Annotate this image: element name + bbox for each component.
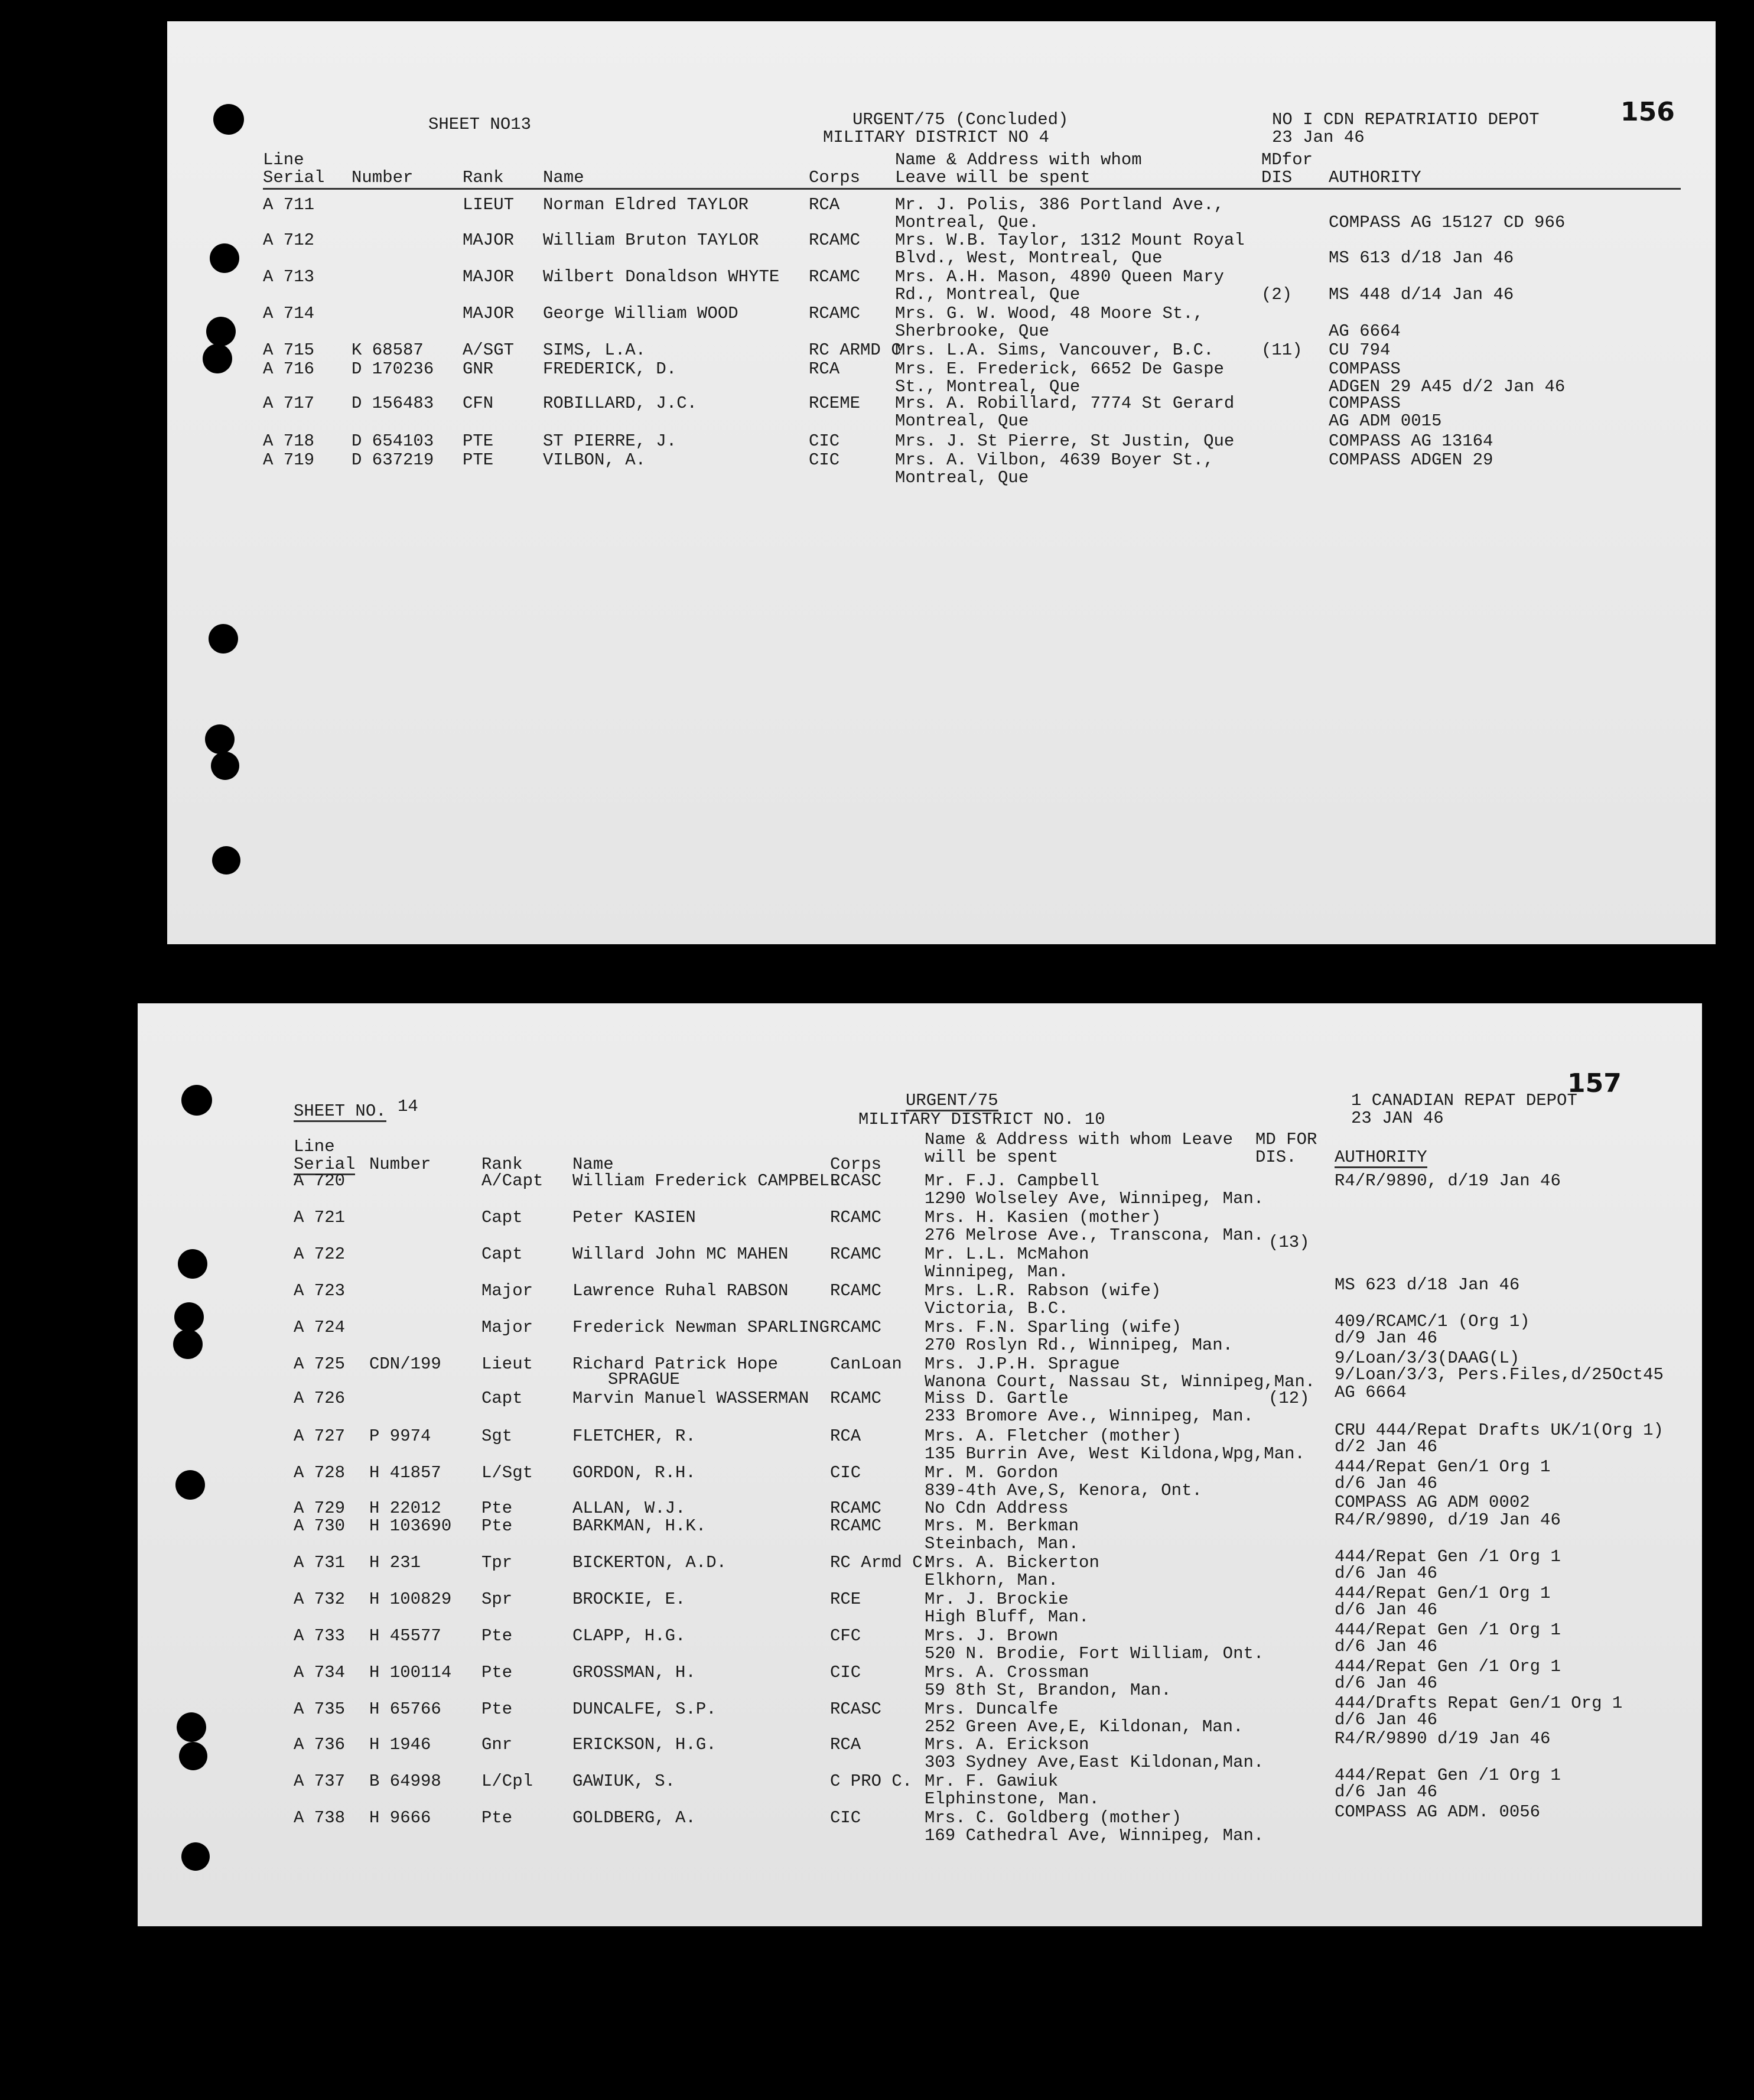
corps-cell: RCAMC: [809, 267, 861, 287]
serial-cell: A 712: [263, 230, 315, 250]
authority-line-1: MS 613 d/18 Jan 46: [1329, 248, 1514, 268]
number-cell: H 231: [369, 1553, 421, 1572]
serial-cell: A 728: [294, 1463, 346, 1483]
number-cell: H 41857: [369, 1463, 441, 1483]
address-line-1: Mr. J. Brockie: [925, 1589, 1069, 1609]
punch-hole: [211, 752, 239, 780]
address-line-2: Rd., Montreal, Que: [895, 285, 1081, 304]
rank-cell: CFN: [463, 394, 494, 413]
authority-line-1: 9/Loan/3/3(DAAG(L): [1335, 1348, 1520, 1368]
punch-hole: [178, 1249, 207, 1279]
rank-cell: Pte: [481, 1699, 513, 1719]
authority-line-1: 444/Drafts Repat Gen/1 Org 1: [1335, 1693, 1623, 1713]
corps-cell: RCA: [830, 1735, 861, 1754]
address-line-2: Montreal, Que: [895, 411, 1029, 431]
authority-line-1: AG 6664: [1329, 321, 1401, 341]
address-line-1: Mrs. A. Erickson: [925, 1735, 1089, 1754]
name-cell: DUNCALFE, S.P.: [572, 1699, 717, 1719]
header-corps: Corps: [830, 1155, 882, 1174]
depot-name: NO I CDN REPATRIATIO DEPOT: [1272, 110, 1540, 129]
serial-cell: A 721: [294, 1208, 346, 1227]
corps-cell: CIC: [809, 450, 840, 470]
number-cell: H 45577: [369, 1626, 441, 1646]
rank-cell: Spr: [481, 1589, 513, 1609]
address-line-2: 270 Roslyn Rd., Winnipeg, Man.: [925, 1335, 1234, 1355]
corps-cell: RCAMC: [830, 1318, 882, 1337]
corps-cell: RCASC: [830, 1699, 882, 1719]
number-cell: D 637219: [352, 450, 434, 470]
rank-cell: Capt: [481, 1244, 523, 1264]
authority-line-1: 444/Repat Gen /1 Org 1: [1335, 1547, 1561, 1566]
serial-cell: A 729: [294, 1498, 346, 1518]
header-number: Number: [352, 168, 414, 187]
address-line-2: 135 Burrin Ave, West Kildona,Wpg,Man.: [925, 1444, 1305, 1464]
sheet-156: [167, 21, 1716, 944]
authority-line-1: COMPASS: [1329, 359, 1401, 379]
rank-cell: Lieut: [481, 1354, 533, 1374]
authority-line-2: d/6 Jan 46: [1335, 1637, 1438, 1656]
rank-cell: Pte: [481, 1626, 513, 1646]
header-md-2: DIS: [1261, 168, 1293, 187]
serial-cell: A 717: [263, 394, 315, 413]
authority-line-2: d/2 Jan 46: [1335, 1437, 1438, 1457]
serial-cell: A 711: [263, 195, 315, 214]
page-number: 156: [1620, 97, 1675, 127]
serial-cell: A 735: [294, 1699, 346, 1719]
corps-cell: RCAMC: [809, 230, 861, 250]
corps-cell: RCA: [809, 359, 840, 379]
header-name: Name: [543, 168, 584, 187]
sheet-label: SHEET NO13: [428, 115, 532, 134]
name-cell: BARKMAN, H.K.: [572, 1516, 707, 1536]
serial-cell: A 730: [294, 1516, 346, 1536]
header-line: Line: [263, 150, 304, 170]
punch-hole: [181, 1085, 212, 1116]
punch-hole: [206, 317, 236, 346]
number-cell: H 65766: [369, 1699, 441, 1719]
name-cell: SIMS, L.A.: [543, 340, 646, 360]
corps-cell: RCAMC: [830, 1208, 882, 1227]
sheet-date: 23 Jan 46: [1272, 128, 1365, 147]
address-line-1: Mrs. A. Crossman: [925, 1663, 1089, 1682]
authority-line-1: R4/R/9890, d/19 Jan 46: [1335, 1510, 1561, 1530]
punch-hole: [203, 344, 232, 373]
serial-cell: A 734: [294, 1663, 346, 1682]
authority-line-2: d/6 Jan 46: [1335, 1673, 1438, 1693]
rank-cell: L/Cpl: [481, 1771, 533, 1791]
corps-cell: CIC: [809, 431, 840, 451]
punch-hole: [174, 1302, 204, 1332]
number-cell: D 156483: [352, 394, 434, 413]
address-line-2: High Bluff, Man.: [925, 1607, 1089, 1627]
name-cell: BICKERTON, A.D.: [572, 1553, 727, 1572]
address-line-2: 233 Bromore Ave., Winnipeg, Man.: [925, 1406, 1254, 1426]
rank-cell: Pte: [481, 1663, 513, 1682]
address-line-1: Mrs. A. Fletcher (mother): [925, 1426, 1182, 1446]
address-line-2: St., Montreal, Que: [895, 377, 1081, 396]
address-line-2: Steinbach, Man.: [925, 1534, 1079, 1553]
corps-cell: CanLoan: [830, 1354, 902, 1374]
header-leave-2: Leave will be spent: [895, 168, 1091, 187]
address-line-1: Mr. F.J. Campbell: [925, 1171, 1099, 1191]
name-cell: GORDON, R.H.: [572, 1463, 696, 1483]
address-line-1: Mrs. A.H. Mason, 4890 Queen Mary: [895, 267, 1224, 287]
name-cell: GAWIUK, S.: [572, 1771, 676, 1791]
serial-cell: A 718: [263, 431, 315, 451]
address-line-2: Wanona Court, Nassau St, Winnipeg,Man.: [925, 1372, 1316, 1392]
punch-hole: [181, 1842, 210, 1871]
md-cell: (2): [1261, 285, 1293, 304]
header-md-1: MDfor: [1261, 150, 1313, 170]
name-cell: Wilbert Donaldson WHYTE: [543, 267, 780, 287]
corps-cell: CFC: [830, 1626, 861, 1646]
rank-cell: GNR: [463, 359, 494, 379]
punch-hole: [213, 104, 244, 135]
address-line-2: 520 N. Brodie, Fort William, Ont.: [925, 1644, 1264, 1663]
serial-cell: A 727: [294, 1426, 346, 1446]
md-cell: (11): [1261, 340, 1303, 360]
name-cell: Frederick Newman SPARLING: [572, 1318, 830, 1337]
address-line-1: Mrs. A. Bickerton: [925, 1553, 1099, 1572]
address-line-2: 169 Cathedral Ave, Winnipeg, Man.: [925, 1826, 1264, 1845]
corps-cell: CIC: [830, 1663, 861, 1682]
authority-line-1: COMPASS AG ADM 0002: [1335, 1493, 1530, 1512]
number-cell: H 103690: [369, 1516, 452, 1536]
serial-cell: A 723: [294, 1281, 346, 1301]
number-cell: H 22012: [369, 1498, 441, 1518]
corps-cell: RCAMC: [830, 1498, 882, 1518]
authority-line-1: 444/Repat Gen/1 Org 1: [1335, 1584, 1551, 1603]
address-line-2: Montreal, Que.: [895, 213, 1039, 232]
corps-cell: RCAMC: [830, 1281, 882, 1301]
address-line-1: No Cdn Address: [925, 1498, 1069, 1518]
name-cell: William Bruton TAYLOR: [543, 230, 759, 250]
header-leave-2: will be spent: [925, 1147, 1059, 1167]
rank-cell: Sgt: [481, 1426, 513, 1446]
serial-cell: A 724: [294, 1318, 346, 1337]
serial-cell: A 725: [294, 1354, 346, 1374]
corps-cell: RCAMC: [830, 1389, 882, 1408]
serial-cell: A 736: [294, 1735, 346, 1754]
address-line-1: Mrs. Duncalfe: [925, 1699, 1059, 1719]
address-line-1: Mrs. A. Robillard, 7774 St Gerard: [895, 394, 1235, 413]
address-line-2: Winnipeg, Man.: [925, 1262, 1069, 1282]
number-cell: H 100829: [369, 1589, 452, 1609]
address-line-2: 303 Sydney Ave,East Kildonan,Man.: [925, 1753, 1264, 1772]
authority-line-1: MS 623 d/18 Jan 46: [1335, 1275, 1520, 1295]
name-cell: Willard John MC MAHEN: [572, 1244, 789, 1264]
header-md-1: MD FOR: [1255, 1130, 1317, 1149]
authority-line-1: MS 448 d/14 Jan 46: [1329, 285, 1514, 304]
address-line-2: 276 Melrose Ave., Transcona, Man.: [925, 1225, 1264, 1245]
address-line-1: Mr. J. Polis, 386 Portland Ave.,: [895, 195, 1224, 214]
name-cell: Lawrence Ruhal RABSON: [572, 1281, 789, 1301]
rank-cell: Pte: [481, 1808, 513, 1828]
corps-cell: RCA: [830, 1426, 861, 1446]
authority-line-1: 444/Repat Gen /1 Org 1: [1335, 1657, 1561, 1676]
name-cell: FREDERICK, D.: [543, 359, 677, 379]
district-title: MILITARY DISTRICT NO. 10: [858, 1110, 1105, 1129]
serial-cell: A 733: [294, 1626, 346, 1646]
rank-cell: PTE: [463, 450, 494, 470]
rank-cell: LIEUT: [463, 195, 515, 214]
serial-cell: A 726: [294, 1389, 346, 1408]
rank-cell: Gnr: [481, 1735, 513, 1754]
header-leave-1: Name & Address with whom: [895, 150, 1142, 170]
number-cell: K 68587: [352, 340, 424, 360]
corps-cell: RC ARMD C: [809, 340, 902, 360]
md-cell: (13): [1268, 1233, 1310, 1252]
authority-line-1: CRU 444/Repat Drafts UK/1(Org 1): [1335, 1420, 1664, 1440]
address-line-1: Mrs. E. Frederick, 6652 De Gaspe: [895, 359, 1224, 379]
corps-cell: RCE: [830, 1589, 861, 1609]
authority-line-2: d/6 Jan 46: [1335, 1563, 1438, 1583]
name-cell: ROBILLARD, J.C.: [543, 394, 698, 413]
depot-name: 1 CANADIAN REPAT DEPOT: [1351, 1091, 1577, 1110]
authority-line-1: 444/Repat Gen /1 Org 1: [1335, 1766, 1561, 1785]
rank-cell: MAJOR: [463, 230, 515, 250]
authority-line-1: COMPASS ADGEN 29: [1329, 450, 1493, 470]
md-cell: (12): [1268, 1389, 1310, 1408]
authority-line-2: ADGEN 29 A45 d/2 Jan 46: [1329, 377, 1566, 396]
rank-cell: Capt: [481, 1389, 523, 1408]
address-line-1: Mrs. A. Vilbon, 4639 Boyer St.,: [895, 450, 1214, 470]
header-name: Name: [572, 1155, 614, 1174]
number-cell: D 654103: [352, 431, 434, 451]
address-line-2: Victoria, B.C.: [925, 1299, 1069, 1318]
corps-cell: RCASC: [830, 1171, 882, 1191]
punch-hole: [209, 624, 238, 654]
list-title: URGENT/75 (Concluded): [852, 110, 1069, 129]
punch-hole: [179, 1742, 207, 1770]
rank-cell: MAJOR: [463, 304, 515, 323]
name-cell: CLAPP, H.G.: [572, 1626, 686, 1646]
serial-cell: A 722: [294, 1244, 346, 1264]
header-serial: Serial: [263, 168, 325, 187]
punch-hole: [173, 1329, 203, 1359]
address-line-1: Mrs. F.N. Sparling (wife): [925, 1318, 1182, 1337]
authority-line-1: 409/RCAMC/1 (Org 1): [1335, 1312, 1530, 1331]
address-line-1: Mr. L.L. McMahon: [925, 1244, 1089, 1264]
authority-line-2: AG ADM 0015: [1329, 411, 1442, 431]
rank-cell: A/Capt: [481, 1171, 544, 1191]
authority-line-1: COMPASS AG 15127 CD 966: [1329, 213, 1566, 232]
header-rule: [263, 188, 1681, 190]
number-cell: P 9974: [369, 1426, 431, 1446]
sheet-157: [138, 1003, 1702, 1926]
rank-cell: A/SGT: [463, 340, 515, 360]
address-line-1: Mr. M. Gordon: [925, 1463, 1059, 1483]
authority-line-1: CU 794: [1329, 340, 1391, 360]
header-serial: Serial: [294, 1155, 356, 1174]
address-line-2: 252 Green Ave,E, Kildonan, Man.: [925, 1717, 1244, 1737]
number-cell: B 64998: [369, 1771, 441, 1791]
rank-cell: Capt: [481, 1208, 523, 1227]
corps-cell: RCAMC: [830, 1516, 882, 1536]
authority-line-2: 9/Loan/3/3, Pers.Files,d/25Oct45: [1335, 1365, 1664, 1384]
authority-line-1: AG 6664: [1335, 1383, 1407, 1402]
serial-cell: A 714: [263, 304, 315, 323]
header-corps: Corps: [809, 168, 861, 187]
header-authority: AUTHORITY: [1335, 1147, 1427, 1167]
serial-cell: A 716: [263, 359, 315, 379]
rank-cell: PTE: [463, 431, 494, 451]
district-title: MILITARY DISTRICT NO 4: [823, 128, 1049, 147]
rank-cell: Tpr: [481, 1553, 513, 1572]
punch-hole: [177, 1712, 206, 1742]
corps-cell: CIC: [830, 1463, 861, 1483]
sheet-label: SHEET NO.: [294, 1101, 386, 1121]
corps-cell: CIC: [830, 1808, 861, 1828]
address-line-2: 59 8th St, Brandon, Man.: [925, 1680, 1171, 1700]
header-md-2: DIS.: [1255, 1147, 1297, 1167]
address-line-1: Mrs. J. Brown: [925, 1626, 1059, 1646]
name-cell: FLETCHER, R.: [572, 1426, 696, 1446]
rank-cell: Pte: [481, 1498, 513, 1518]
number-cell: CDN/199: [369, 1354, 441, 1374]
name-cell: GROSSMAN, H.: [572, 1663, 696, 1682]
address-line-2: Blvd., West, Montreal, Que: [895, 248, 1163, 268]
authority-line-1: R4/R/9890 d/19 Jan 46: [1335, 1729, 1551, 1748]
rank-cell: Pte: [481, 1516, 513, 1536]
punch-hole: [175, 1470, 205, 1500]
address-line-2: Montreal, Que: [895, 468, 1029, 487]
address-line-1: Miss D. Gartle: [925, 1389, 1069, 1408]
rank-cell: MAJOR: [463, 267, 515, 287]
sheet-date: 23 JAN 46: [1351, 1108, 1444, 1128]
name-line-2: SPRAGUE: [608, 1370, 680, 1389]
authority-line-1: COMPASS: [1329, 394, 1401, 413]
serial-cell: A 713: [263, 267, 315, 287]
name-cell: ALLAN, W.J.: [572, 1498, 686, 1518]
number-cell: H 1946: [369, 1735, 431, 1754]
address-line-1: Mrs. W.B. Taylor, 1312 Mount Royal: [895, 230, 1245, 250]
serial-cell: A 738: [294, 1808, 346, 1828]
authority-line-1: 444/Repat Gen/1 Org 1: [1335, 1457, 1551, 1477]
address-line-1: Mrs. L.R. Rabson (wife): [925, 1281, 1161, 1301]
header-rank: Rank: [463, 168, 504, 187]
authority-line-2: d/6 Jan 46: [1335, 1710, 1438, 1730]
authority-line-1: R4/R/9890, d/19 Jan 46: [1335, 1171, 1561, 1191]
name-cell: BROCKIE, E.: [572, 1589, 686, 1609]
address-line-1: Mrs. G. W. Wood, 48 Moore St.,: [895, 304, 1204, 323]
serial-cell: A 719: [263, 450, 315, 470]
corps-cell: RCAMC: [830, 1244, 882, 1264]
corps-cell: C PRO C.: [830, 1771, 913, 1791]
authority-line-2: d/6 Jan 46: [1335, 1782, 1438, 1802]
address-line-2: Elkhorn, Man.: [925, 1571, 1059, 1590]
name-cell: GOLDBERG, A.: [572, 1808, 696, 1828]
serial-cell: A 720: [294, 1171, 346, 1191]
serial-cell: A 737: [294, 1771, 346, 1791]
corps-cell: RCEME: [809, 394, 861, 413]
authority-line-2: d/6 Jan 46: [1335, 1474, 1438, 1493]
serial-cell: A 732: [294, 1589, 346, 1609]
name-cell: ST PIERRE, J.: [543, 431, 677, 451]
header-leave-1: Name & Address with whom Leave: [925, 1130, 1234, 1149]
name-cell: Richard Patrick Hope: [572, 1354, 779, 1374]
address-line-2: 1290 Wolseley Ave, Winnipeg, Man.: [925, 1189, 1264, 1208]
number-cell: H 9666: [369, 1808, 431, 1828]
address-line-1: Mrs. C. Goldberg (mother): [925, 1808, 1182, 1828]
rank-cell: Major: [481, 1281, 533, 1301]
punch-hole: [212, 846, 240, 875]
number-cell: D 170236: [352, 359, 434, 379]
corps-cell: RCA: [809, 195, 840, 214]
address-line-1: Mrs. H. Kasien (mother): [925, 1208, 1161, 1227]
name-cell: ERICKSON, H.G.: [572, 1735, 717, 1754]
punch-hole: [205, 724, 235, 754]
authority-line-1: COMPASS AG ADM. 0056: [1335, 1802, 1541, 1822]
name-cell: William Frederick CAMPBELL: [572, 1171, 840, 1191]
list-title: URGENT/75: [906, 1091, 998, 1110]
address-line-2: Sherbrooke, Que: [895, 321, 1050, 341]
name-cell: Peter KASIEN: [572, 1208, 696, 1227]
address-line-1: Mrs. M. Berkman: [925, 1516, 1079, 1536]
sheet-number: 14: [398, 1097, 418, 1116]
address-line-1: Mrs. J. St Pierre, St Justin, Que: [895, 431, 1235, 451]
address-line-1: Mrs. J.P.H. Sprague: [925, 1354, 1120, 1374]
authority-line-1: COMPASS AG 13164: [1329, 431, 1493, 451]
authority-line-1: 444/Repat Gen /1 Org 1: [1335, 1620, 1561, 1640]
name-cell: Marvin Manuel WASSERMAN: [572, 1389, 809, 1408]
punch-hole: [210, 243, 239, 273]
name-cell: George William WOOD: [543, 304, 738, 323]
address-line-1: Mr. F. Gawiuk: [925, 1771, 1059, 1791]
authority-line-2: d/9 Jan 46: [1335, 1328, 1438, 1348]
number-cell: H 100114: [369, 1663, 452, 1682]
rank-cell: Major: [481, 1318, 533, 1337]
authority-line-2: d/6 Jan 46: [1335, 1600, 1438, 1620]
serial-cell: A 715: [263, 340, 315, 360]
corps-cell: RC Armd C.: [830, 1553, 933, 1572]
header-authority: AUTHORITY: [1329, 168, 1421, 187]
address-line-1: Mrs. L.A. Sims, Vancouver, B.C.: [895, 340, 1214, 360]
address-line-2: 839-4th Ave,S, Kenora, Ont.: [925, 1481, 1202, 1500]
rank-cell: L/Sgt: [481, 1463, 533, 1483]
name-cell: VILBON, A.: [543, 450, 646, 470]
serial-cell: A 731: [294, 1553, 346, 1572]
header-number: Number: [369, 1155, 431, 1174]
name-cell: Norman Eldred TAYLOR: [543, 195, 749, 214]
address-line-2: Elphinstone, Man.: [925, 1789, 1099, 1809]
header-line: Line: [294, 1137, 335, 1156]
corps-cell: RCAMC: [809, 304, 861, 323]
page-number: 157: [1567, 1068, 1622, 1098]
header-rank: Rank: [481, 1155, 523, 1174]
